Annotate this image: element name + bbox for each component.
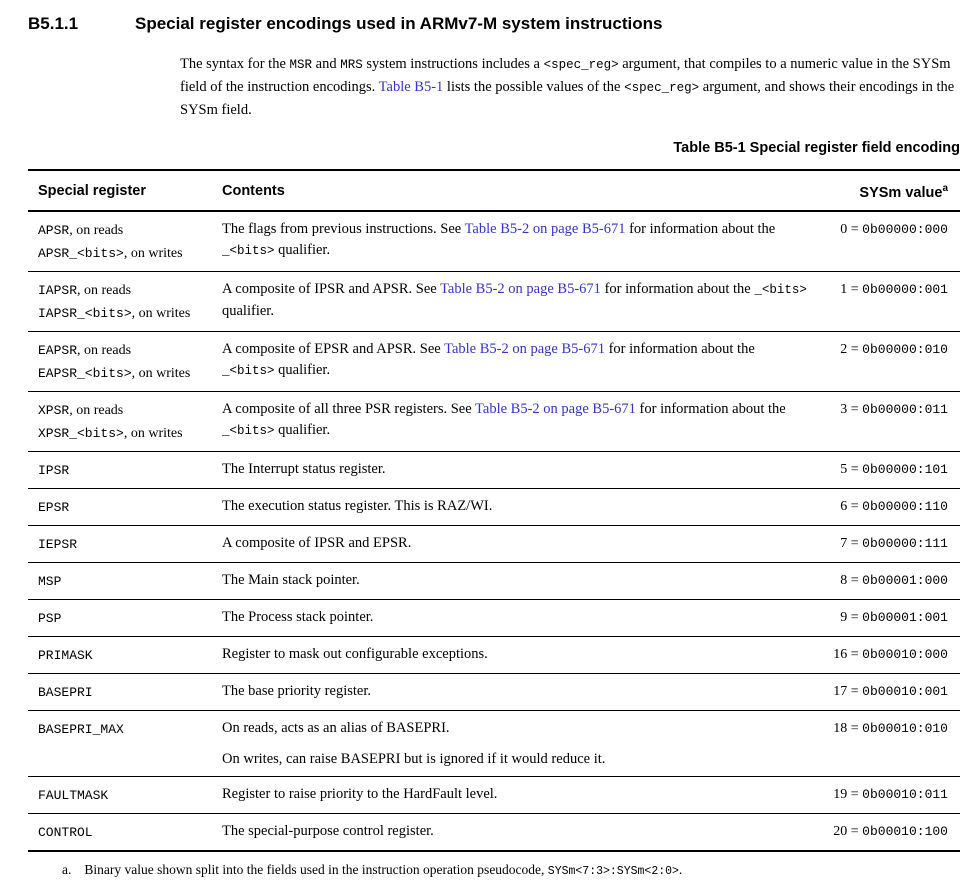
inline-code: XPSR_<bits> [38, 425, 124, 441]
sysm-binary: 0b00000:001 [862, 281, 948, 297]
sysm-binary: 0b00000:010 [862, 341, 948, 357]
sysm-value-cell [833, 219, 960, 265]
sysm-decimal: 5 = [840, 461, 863, 477]
register-cell [28, 399, 222, 445]
contents-paragraph: On reads, acts as an alias of BASEPRI. [222, 719, 450, 736]
contents-cell [222, 533, 833, 556]
register-cell [28, 219, 222, 265]
contents-paragraph: The special-purpose control register. [222, 822, 434, 839]
sysm-value-cell [833, 681, 960, 704]
contents-paragraph: A composite of EPSR and APSR. See Table B5-2 on page B5-671 for information about the _<bits> qualifier. [222, 340, 755, 378]
sysm-decimal: 16 = [833, 646, 863, 662]
table-row [28, 637, 960, 674]
sysm-value-cell [833, 570, 960, 593]
contents-cell [222, 607, 833, 630]
inline-code: PSP [38, 610, 62, 626]
contents-cell [222, 570, 833, 593]
register-name-line [38, 607, 222, 630]
cross-reference-link[interactable]: Table B5-1 [378, 79, 444, 95]
inline-code: EAPSR [38, 342, 78, 358]
register-name-line: XPSR, on reads [38, 402, 124, 418]
sysm-header-label: SYSm value [859, 184, 943, 201]
inline-code: EPSR [38, 499, 70, 515]
table-row [28, 526, 960, 563]
sysm-value-cell [833, 718, 960, 770]
contents-cell [222, 681, 833, 704]
contents-paragraph: The Main stack pointer. [222, 571, 360, 588]
column-header-contents: Contents [222, 183, 285, 199]
sysm-binary: 0b00000:110 [862, 498, 948, 514]
special-register-table [28, 169, 960, 852]
table-row [28, 272, 960, 332]
register-name-line [38, 784, 222, 807]
inline-code: IAPSR [38, 282, 78, 298]
register-name-line [38, 496, 222, 519]
sysm-decimal: 7 = [840, 535, 863, 551]
table-row [28, 489, 960, 526]
contents-cell [222, 399, 833, 445]
sysm-binary: 0b00001:000 [862, 572, 948, 588]
footnote-marker: a. [62, 861, 72, 877]
sysm-decimal: 8 = [840, 572, 863, 588]
contents-paragraph: A composite of IPSR and EPSR. [222, 534, 412, 551]
register-name-line: EAPSR_<bits>, on writes [38, 365, 191, 381]
sysm-decimal: 19 = [833, 786, 863, 802]
inline-code: <spec_reg> [624, 81, 700, 95]
register-name-line [38, 533, 222, 556]
footnote-text: Binary value shown split into the fields used in the instruction operation pseudocode, SYSm<7:3>:SYSm<2:0>. [84, 861, 683, 878]
register-cell [28, 681, 222, 704]
register-name-line: EAPSR, on reads [38, 342, 132, 358]
sysm-value-cell [833, 607, 960, 630]
sysm-value-cell [833, 459, 960, 482]
register-name-line [38, 718, 222, 741]
contents-paragraph: On writes, can raise BASEPRI but is ignored if it would reduce it. [222, 750, 606, 767]
table-row [28, 212, 960, 272]
contents-cell [222, 339, 833, 385]
contents-cell [222, 459, 833, 482]
section-heading [0, 0, 980, 34]
sysm-value-cell [833, 279, 960, 325]
register-name-line [38, 459, 222, 482]
register-cell [28, 784, 222, 807]
contents-paragraph: The base priority register. [222, 682, 371, 699]
register-name-line: IAPSR, on reads [38, 282, 132, 298]
table-footnote [62, 861, 980, 880]
table-row [28, 777, 960, 814]
sysm-binary: 0b00010:000 [862, 646, 948, 662]
footnote-reference: a [942, 183, 948, 194]
sysm-value-cell [833, 399, 960, 445]
inline-code: CONTROL [38, 824, 93, 840]
column-header-sysm-value [833, 183, 960, 201]
register-cell [28, 339, 222, 385]
contents-cell [222, 279, 833, 325]
page-title: Special register encodings used in ARMv7-M system instructions [135, 14, 663, 33]
sysm-binary: 0b00000:101 [862, 461, 948, 477]
contents-cell [222, 718, 833, 770]
sysm-binary: 0b00000:111 [862, 535, 948, 551]
inline-code: MSP [38, 573, 62, 589]
inline-code: IEPSR [38, 536, 78, 552]
cross-reference-link[interactable]: Table B5-2 on page B5-671 [444, 340, 605, 357]
inline-code: SYSm<7:3>:SYSm<2:0> [547, 864, 679, 878]
contents-paragraph: The flags from previous instructions. See Table B5-2 on page B5-671 for information about the _<bits> qualifier. [222, 220, 776, 258]
table-row [28, 711, 960, 777]
contents-paragraph: The execution status register. This is RAZ/WI. [222, 497, 493, 514]
sysm-decimal: 18 = [833, 720, 863, 736]
sysm-decimal: 6 = [840, 498, 863, 514]
sysm-decimal: 17 = [833, 683, 863, 699]
contents-paragraph: A composite of IPSR and APSR. See Table B5-2 on page B5-671 for information about the _<bits> qualifier. [222, 280, 807, 319]
sysm-binary: 0b00010:010 [862, 720, 948, 736]
sysm-decimal: 0 = [840, 221, 863, 237]
contents-cell [222, 219, 833, 265]
register-name-line: IAPSR_<bits>, on writes [38, 305, 191, 321]
cross-reference-link[interactable]: Table B5-2 on page B5-671 [440, 280, 601, 297]
register-name-line [38, 681, 222, 704]
table-header-row [28, 171, 960, 212]
table-row [28, 600, 960, 637]
register-cell [28, 496, 222, 519]
table-row [28, 392, 960, 452]
sysm-value-cell [833, 339, 960, 385]
contents-cell [222, 644, 833, 667]
inline-code: PRIMASK [38, 647, 93, 663]
table-row [28, 332, 960, 392]
table-row [28, 452, 960, 489]
inline-code: XPSR [38, 402, 70, 418]
register-cell [28, 644, 222, 667]
sysm-value-cell [833, 821, 960, 844]
cross-reference-link[interactable]: Table B5-2 on page B5-671 [464, 220, 626, 237]
register-cell [28, 718, 222, 770]
sysm-decimal: 9 = [840, 609, 863, 625]
contents-cell [222, 496, 833, 519]
sysm-value-cell [833, 496, 960, 519]
register-name-line: APSR_<bits>, on writes [38, 245, 183, 261]
table-row [28, 563, 960, 600]
table-caption: Table B5-1 Special register field encoding [673, 140, 960, 156]
inline-code: EAPSR_<bits> [38, 365, 132, 381]
inline-code: _<bits> [754, 282, 807, 297]
intro-paragraph: The syntax for the MSR and MRS system instructions includes a <spec_reg> argument, that compiles to a numeric value in the SYSm field of the instruction encodings. Table B5-1 lists the possible values of the <spec_reg> argument, and shows their encodings in the SYSm field. [180, 56, 955, 118]
sysm-decimal: 1 = [840, 281, 863, 297]
contents-paragraph: The Process stack pointer. [222, 608, 374, 625]
register-cell [28, 533, 222, 556]
register-name-line: XPSR_<bits>, on writes [38, 425, 183, 441]
contents-paragraph: Register to mask out configurable exceptions. [222, 645, 488, 662]
register-cell [28, 607, 222, 630]
sysm-decimal: 3 = [840, 401, 863, 417]
contents-paragraph: Register to raise priority to the HardFault level. [222, 785, 498, 802]
register-cell [28, 570, 222, 593]
table-row [28, 674, 960, 711]
sysm-binary: 0b00010:001 [862, 683, 948, 699]
contents-cell [222, 821, 833, 844]
inline-code: _<bits> [222, 243, 275, 258]
register-name-line [38, 821, 222, 844]
inline-code: _<bits> [222, 363, 275, 378]
inline-code: APSR [38, 222, 70, 238]
sysm-binary: 0b00010:100 [862, 823, 948, 839]
contents-paragraph: The Interrupt status register. [222, 460, 386, 477]
inline-code: APSR_<bits> [38, 245, 124, 261]
inline-code: MSR [289, 58, 313, 72]
sysm-value-cell [833, 644, 960, 667]
inline-code: IAPSR_<bits> [38, 305, 132, 321]
section-number: B5.1.1 [28, 14, 79, 33]
register-name-line [38, 570, 222, 593]
contents-paragraph: A composite of all three PSR registers. See Table B5-2 on page B5-671 for information about the _<bits> qualifier. [222, 400, 786, 438]
sysm-value-cell [833, 784, 960, 807]
inline-code: BASEPRI [38, 684, 93, 700]
sysm-binary: 0b00010:011 [862, 786, 948, 802]
inline-code: IPSR [38, 462, 70, 478]
inline-code: FAULTMASK [38, 787, 109, 803]
column-header-special-register: Special register [38, 183, 146, 199]
table-body [28, 212, 960, 852]
register-cell [28, 459, 222, 482]
register-cell [28, 279, 222, 325]
inline-code: _<bits> [222, 423, 275, 438]
sysm-decimal: 2 = [840, 341, 863, 357]
contents-cell [222, 784, 833, 807]
cross-reference-link[interactable]: Table B5-2 on page B5-671 [475, 400, 636, 417]
sysm-decimal: 20 = [833, 823, 863, 839]
inline-code: <spec_reg> [543, 58, 619, 72]
inline-code: MRS [340, 58, 363, 72]
sysm-binary: 0b00000:000 [862, 221, 948, 237]
sysm-binary: 0b00000:011 [862, 401, 948, 417]
table-row [28, 814, 960, 852]
register-name-line [38, 644, 222, 667]
sysm-value-cell [833, 533, 960, 556]
register-cell [28, 821, 222, 844]
register-name-line: APSR, on reads [38, 222, 124, 238]
sysm-binary: 0b00001:001 [862, 609, 948, 625]
inline-code: BASEPRI_MAX [38, 721, 124, 737]
